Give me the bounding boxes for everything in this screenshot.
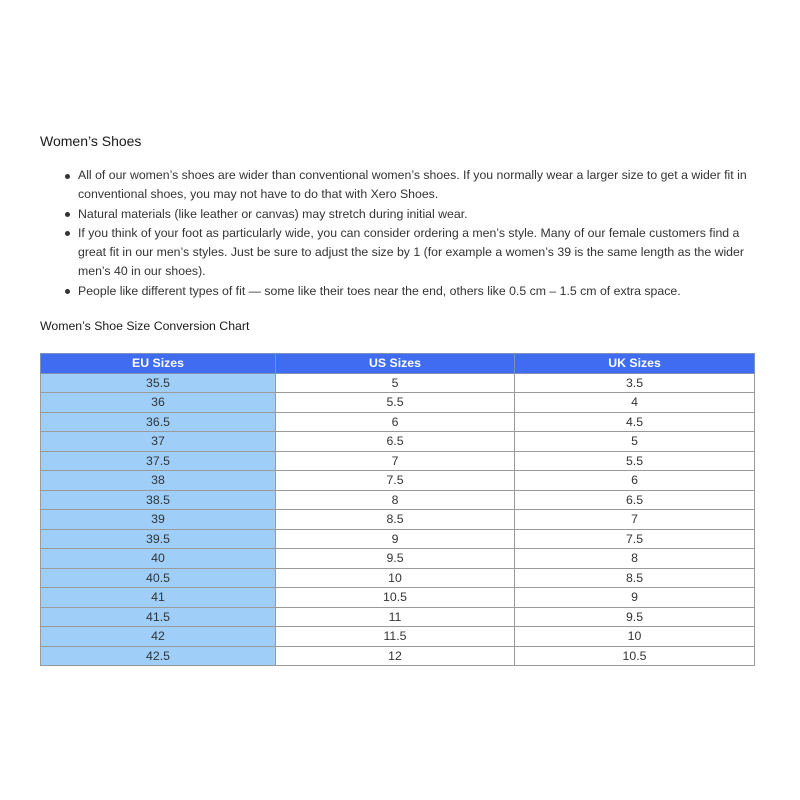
table-row <box>41 393 755 413</box>
us-size-cell: 5 <box>276 373 515 393</box>
table-row <box>41 646 755 666</box>
us-size-cell: 8.5 <box>276 510 515 530</box>
table-row <box>41 627 755 647</box>
us-size-cell: 5.5 <box>276 393 515 413</box>
uk-size-cell: 9 <box>515 588 755 608</box>
us-size-cell: 9.5 <box>276 549 515 569</box>
uk-size-cell: 7 <box>515 510 755 530</box>
size-chart-title: Women’s Shoe Size Conversion Chart <box>40 319 250 333</box>
us-size-cell: 9 <box>276 529 515 549</box>
eu-size-cell: 39.5 <box>41 529 276 549</box>
eu-size-cell: 37.5 <box>41 451 276 471</box>
us-size-cell: 6.5 <box>276 432 515 452</box>
eu-size-cell: 39 <box>41 510 276 530</box>
header-uk-sizes: UK Sizes <box>515 354 755 374</box>
eu-size-cell: 40.5 <box>41 568 276 588</box>
table-row <box>41 373 755 393</box>
eu-size-cell: 35.5 <box>41 373 276 393</box>
us-size-cell: 11.5 <box>276 627 515 647</box>
eu-size-cell: 42 <box>41 627 276 647</box>
table-row <box>41 451 755 471</box>
uk-size-cell: 8.5 <box>515 568 755 588</box>
uk-size-cell: 6.5 <box>515 490 755 510</box>
eu-size-cell: 36.5 <box>41 412 276 432</box>
eu-size-cell: 38.5 <box>41 490 276 510</box>
uk-size-cell: 6 <box>515 471 755 491</box>
uk-size-cell: 3.5 <box>515 373 755 393</box>
us-size-cell: 7 <box>276 451 515 471</box>
uk-size-cell: 8 <box>515 549 755 569</box>
us-size-cell: 11 <box>276 607 515 627</box>
uk-size-cell: 4.5 <box>515 412 755 432</box>
us-size-cell: 7.5 <box>276 471 515 491</box>
us-size-cell: 10.5 <box>276 588 515 608</box>
table-row <box>41 471 755 491</box>
header-eu-sizes: EU Sizes <box>41 354 276 374</box>
us-size-cell: 12 <box>276 646 515 666</box>
table-row <box>41 490 755 510</box>
uk-size-cell: 5.5 <box>515 451 755 471</box>
fit-note: People like different types of fit — some like their toes near the end, others like 0.5 cm – 1.5 cm of extra space. <box>78 282 756 301</box>
eu-size-cell: 41 <box>41 588 276 608</box>
eu-size-cell: 36 <box>41 393 276 413</box>
table-row <box>41 568 755 588</box>
us-size-cell: 10 <box>276 568 515 588</box>
eu-size-cell: 42.5 <box>41 646 276 666</box>
uk-size-cell: 10 <box>515 627 755 647</box>
eu-size-cell: 37 <box>41 432 276 452</box>
table-row <box>41 529 755 549</box>
table-row <box>41 412 755 432</box>
eu-size-cell: 41.5 <box>41 607 276 627</box>
table-row <box>41 549 755 569</box>
table-row <box>41 510 755 530</box>
header-us-sizes: US Sizes <box>276 354 515 374</box>
uk-size-cell: 5 <box>515 432 755 452</box>
uk-size-cell: 7.5 <box>515 529 755 549</box>
fit-note: Natural materials (like leather or canvas) may stretch during initial wear. <box>78 205 756 224</box>
fit-note: If you think of your foot as particularly wide, you can consider ordering a men’s style. Many of our female customers find a great fit in our men’s styles. Just be sure to adjust the size by 1 (for example a women’s 39 is the same length as the wider men’s 40 in our shoes). <box>78 224 756 282</box>
fit-note: All of our women’s shoes are wider than conventional women’s shoes. If you normally wear a larger size to get a wider fit in conventional shoes, you may not have to do that with Xero Shoes. <box>78 166 756 205</box>
table-row <box>41 607 755 627</box>
table-header-row <box>41 354 755 374</box>
eu-size-cell: 40 <box>41 549 276 569</box>
us-size-cell: 6 <box>276 412 515 432</box>
page-title: Women’s Shoes <box>40 133 142 149</box>
fit-notes-list <box>40 166 756 301</box>
uk-size-cell: 4 <box>515 393 755 413</box>
table-row <box>41 588 755 608</box>
table-row <box>41 432 755 452</box>
size-conversion-table <box>40 353 755 666</box>
eu-size-cell: 38 <box>41 471 276 491</box>
uk-size-cell: 10.5 <box>515 646 755 666</box>
us-size-cell: 8 <box>276 490 515 510</box>
uk-size-cell: 9.5 <box>515 607 755 627</box>
